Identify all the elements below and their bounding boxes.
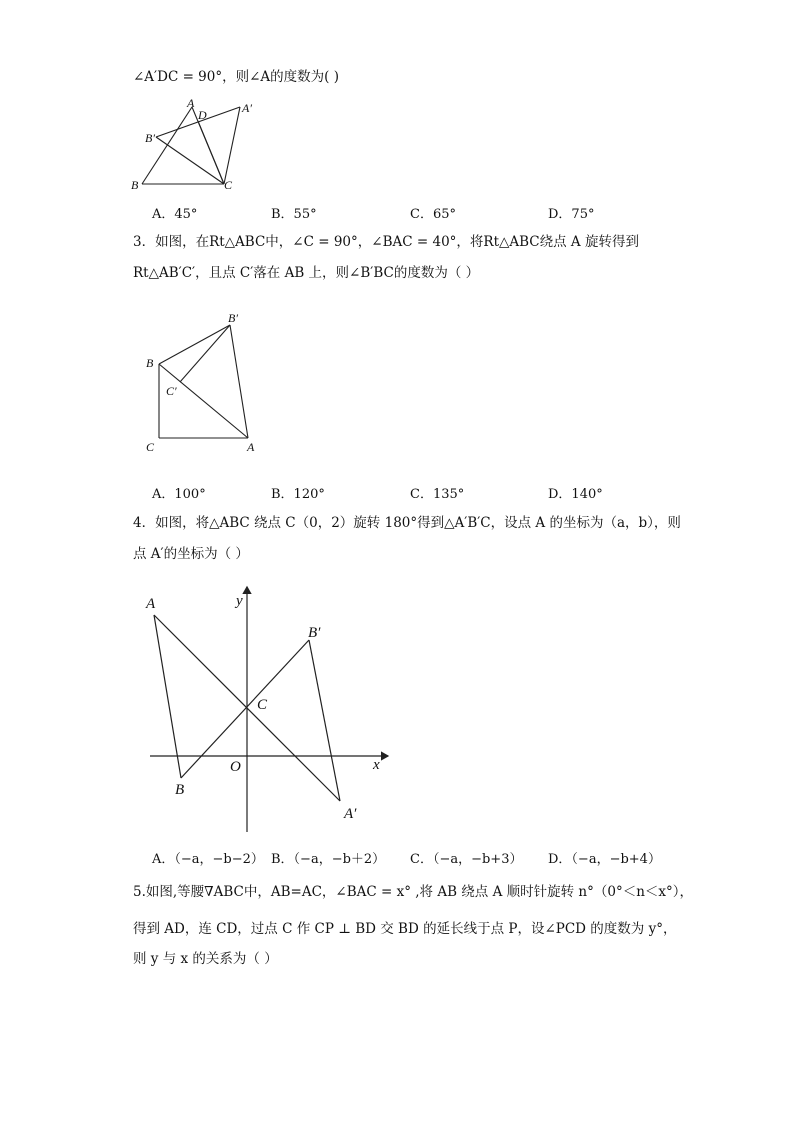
q3-segment-bb1 — [159, 325, 230, 364]
q3-segment-ba — [159, 364, 248, 438]
q2-segment-ba — [142, 107, 192, 184]
q5-line-2: 得到 AD，连 CD，过点 C 作 CP ⊥ BD 交 BD 的延长线于点 P，设∠PCD 的度数为 y°， — [133, 921, 677, 937]
q2-label-a-prime: A′ — [242, 101, 252, 115]
q4-segment-b1a1 — [309, 640, 340, 801]
q4-line-2: 点 A′的坐标为（ ） — [133, 546, 249, 562]
q3-label-b-prime: B′ — [228, 311, 238, 325]
q4-line-1: 4．如图，将△ABC 绕点 C（0，2）旋转 180°得到△A′B′C，设点 A 的坐标为（a，b），则 — [133, 515, 681, 531]
q2-figure — [118, 92, 268, 198]
q4-segment-ab — [154, 615, 181, 778]
q2-label-c: C — [224, 178, 233, 192]
q3-figure — [138, 305, 278, 463]
q4-label-c: C — [257, 697, 268, 713]
q4-option-c[interactable]: C．（−a，−b+3） — [410, 852, 523, 867]
q4-option-b[interactable]: B．（−a，−b＋2） — [271, 852, 386, 867]
q5-line-1: 5.如图,等腰∇ABC中，AB=AC，∠BAC = x° ,将 AB 绕点 A 顺时针旋转 n°（0°＜n＜x°）， — [133, 884, 694, 900]
q4-label-a: A — [146, 596, 156, 612]
q4-label-b-prime: B′ — [308, 625, 321, 641]
q2-label-d: D — [198, 108, 207, 122]
q3-options — [152, 483, 752, 501]
q3-label-c-prime: C′ — [166, 384, 177, 398]
q3-segment-b1a — [230, 325, 248, 438]
q2-option-b[interactable]: B．55° — [271, 207, 317, 222]
q4-label-b: B — [175, 782, 185, 798]
q2-segment-a1c — [224, 107, 240, 184]
q4-options — [152, 848, 752, 866]
q2-label-a: A — [187, 96, 195, 110]
q2-option-d[interactable]: D．75° — [548, 207, 595, 222]
q2-option-a[interactable]: A．45° — [152, 207, 198, 222]
q3-label-c: C — [146, 440, 155, 454]
q4-option-a[interactable]: A．（−a，−b−2） — [152, 852, 264, 867]
q2-label-b: B — [131, 178, 139, 192]
q4-label-o: O — [230, 759, 241, 775]
q4-label-x: x — [373, 757, 380, 773]
q2-option-c[interactable]: C．65° — [410, 207, 456, 222]
q3-option-b[interactable]: B．120° — [271, 487, 325, 502]
q4-label-a-prime: A′ — [344, 806, 357, 822]
q4-option-d[interactable]: D．（−a，−b+4） — [548, 852, 661, 867]
q3-option-a[interactable]: A．100° — [152, 487, 206, 502]
q3-label-b: B — [146, 356, 154, 370]
q3-segment-b1c1 — [180, 325, 230, 382]
q4-label-y: y — [236, 593, 243, 609]
q3-line-1: 3．如图，在Rt△ABC中，∠C = 90°，∠BAC = 40°，将Rt△ABC绕点 A 旋转得到 — [133, 234, 639, 250]
q3-option-c[interactable]: C．135° — [410, 487, 465, 502]
q5-line-3: 则 y 与 x 的关系为（ ） — [133, 951, 278, 967]
q3-line-2: Rt△AB′C′，且点 C′落在 AB 上，则∠B′BC的度数为（ ） — [133, 265, 480, 281]
q3-option-d[interactable]: D．140° — [548, 487, 603, 502]
q2-options — [152, 203, 752, 221]
q2-stem-tail: ∠A′DC = 90°，则∠A的度数为( ) — [133, 69, 339, 85]
q3-label-a: A — [247, 440, 255, 454]
q4-figure — [140, 582, 405, 837]
q2-label-b-prime: B′ — [145, 131, 155, 145]
